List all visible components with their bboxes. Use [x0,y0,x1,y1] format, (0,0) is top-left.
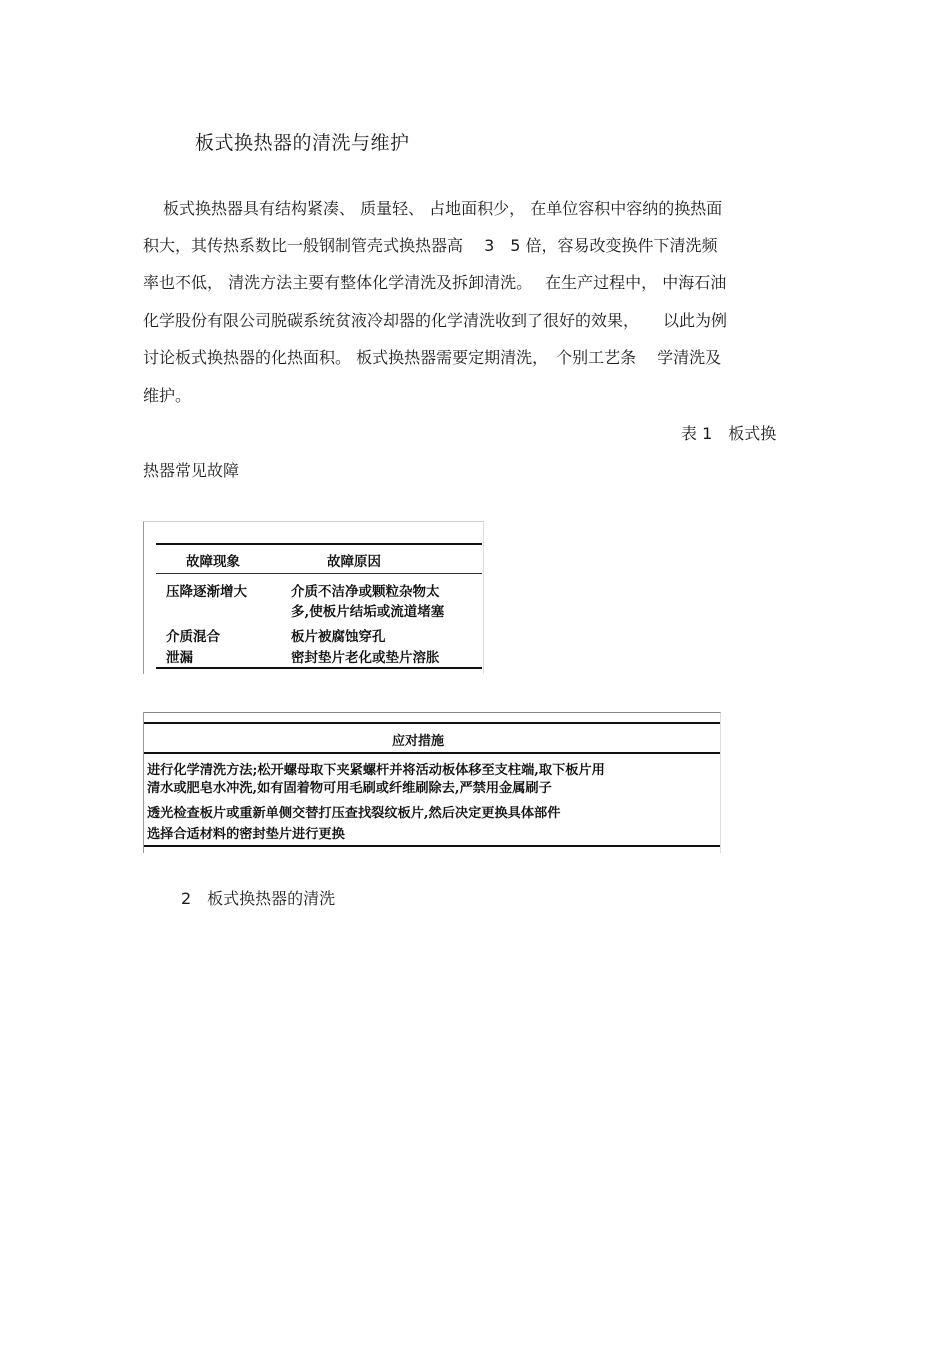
table-cell: 多,使板片结垢或流道堵塞 [291,604,445,620]
table-bottom-rule [144,845,720,847]
table-cell: 泄漏 [166,650,193,666]
table-top-rule [156,543,482,545]
table-header-rule [144,752,720,754]
table-cell: 介质混合 [166,629,220,645]
table-cell: 清水或肥皂水冲洗,如有固着物可用毛刷或纤维刷除去,严禁用金属刷子 [147,781,552,796]
measures-table [143,712,721,853]
page-title: 板式换热器的清洗与维护 [195,132,410,154]
table-header-rule [156,573,482,574]
paragraph-line: 板式换热器具有结构紧凑、 质量轻、 占地面积少， 在单位容积中容纳的换热面 [163,199,723,218]
paragraph-line: 积大，其传热系数比一般钢制管壳式换热器高 3 5 倍，容易改变换件下清洗频 [143,236,718,255]
table-cell: 介质不洁净或颗粒杂物太 [291,584,440,600]
table-caption: 表 1 板式换 [681,424,777,443]
table-top-rule [144,722,720,724]
paragraph-line: 率也不低， 清洗方法主要有整体化学清洗及拆卸清洗。 在生产过程中， 中海石油 [143,273,727,292]
table-cell: 选择合适材料的密封垫片进行更换 [147,827,345,842]
table-cell: 进行化学清洗方法;松开螺母取下夹紧螺杆并将活动板体移至支柱端,取下板片用 [147,763,605,778]
table-bottom-rule [156,667,482,669]
table-caption-continued: 热器常见故障 [143,461,240,480]
fault-table [143,521,484,674]
paragraph-line: 维护。 [143,386,192,405]
table-cell: 压降逐渐增大 [166,584,247,600]
paragraph-line: 化学股份有限公司脱碳系统贫液冷却器的化学清洗收到了很好的效果， 以此为例 [143,311,728,330]
table-cell: 透光检查板片或重新单侧交替打压查找裂纹板片,然后决定更换具体部件 [147,806,561,821]
table-header: 故障原因 [327,554,381,570]
table-header: 应对措施 [392,734,445,749]
table-cell: 密封垫片老化或垫片溶胀 [291,650,440,666]
table-header: 故障现象 [186,554,240,570]
section-heading: 2 板式换热器的清洗 [181,889,336,908]
table-cell: 板片被腐蚀穿孔 [291,629,386,645]
paragraph-line: 讨论板式换热器的化热面积。 板式换热器需要定期清洗， 个别工艺条 学清洗及 [143,348,722,367]
